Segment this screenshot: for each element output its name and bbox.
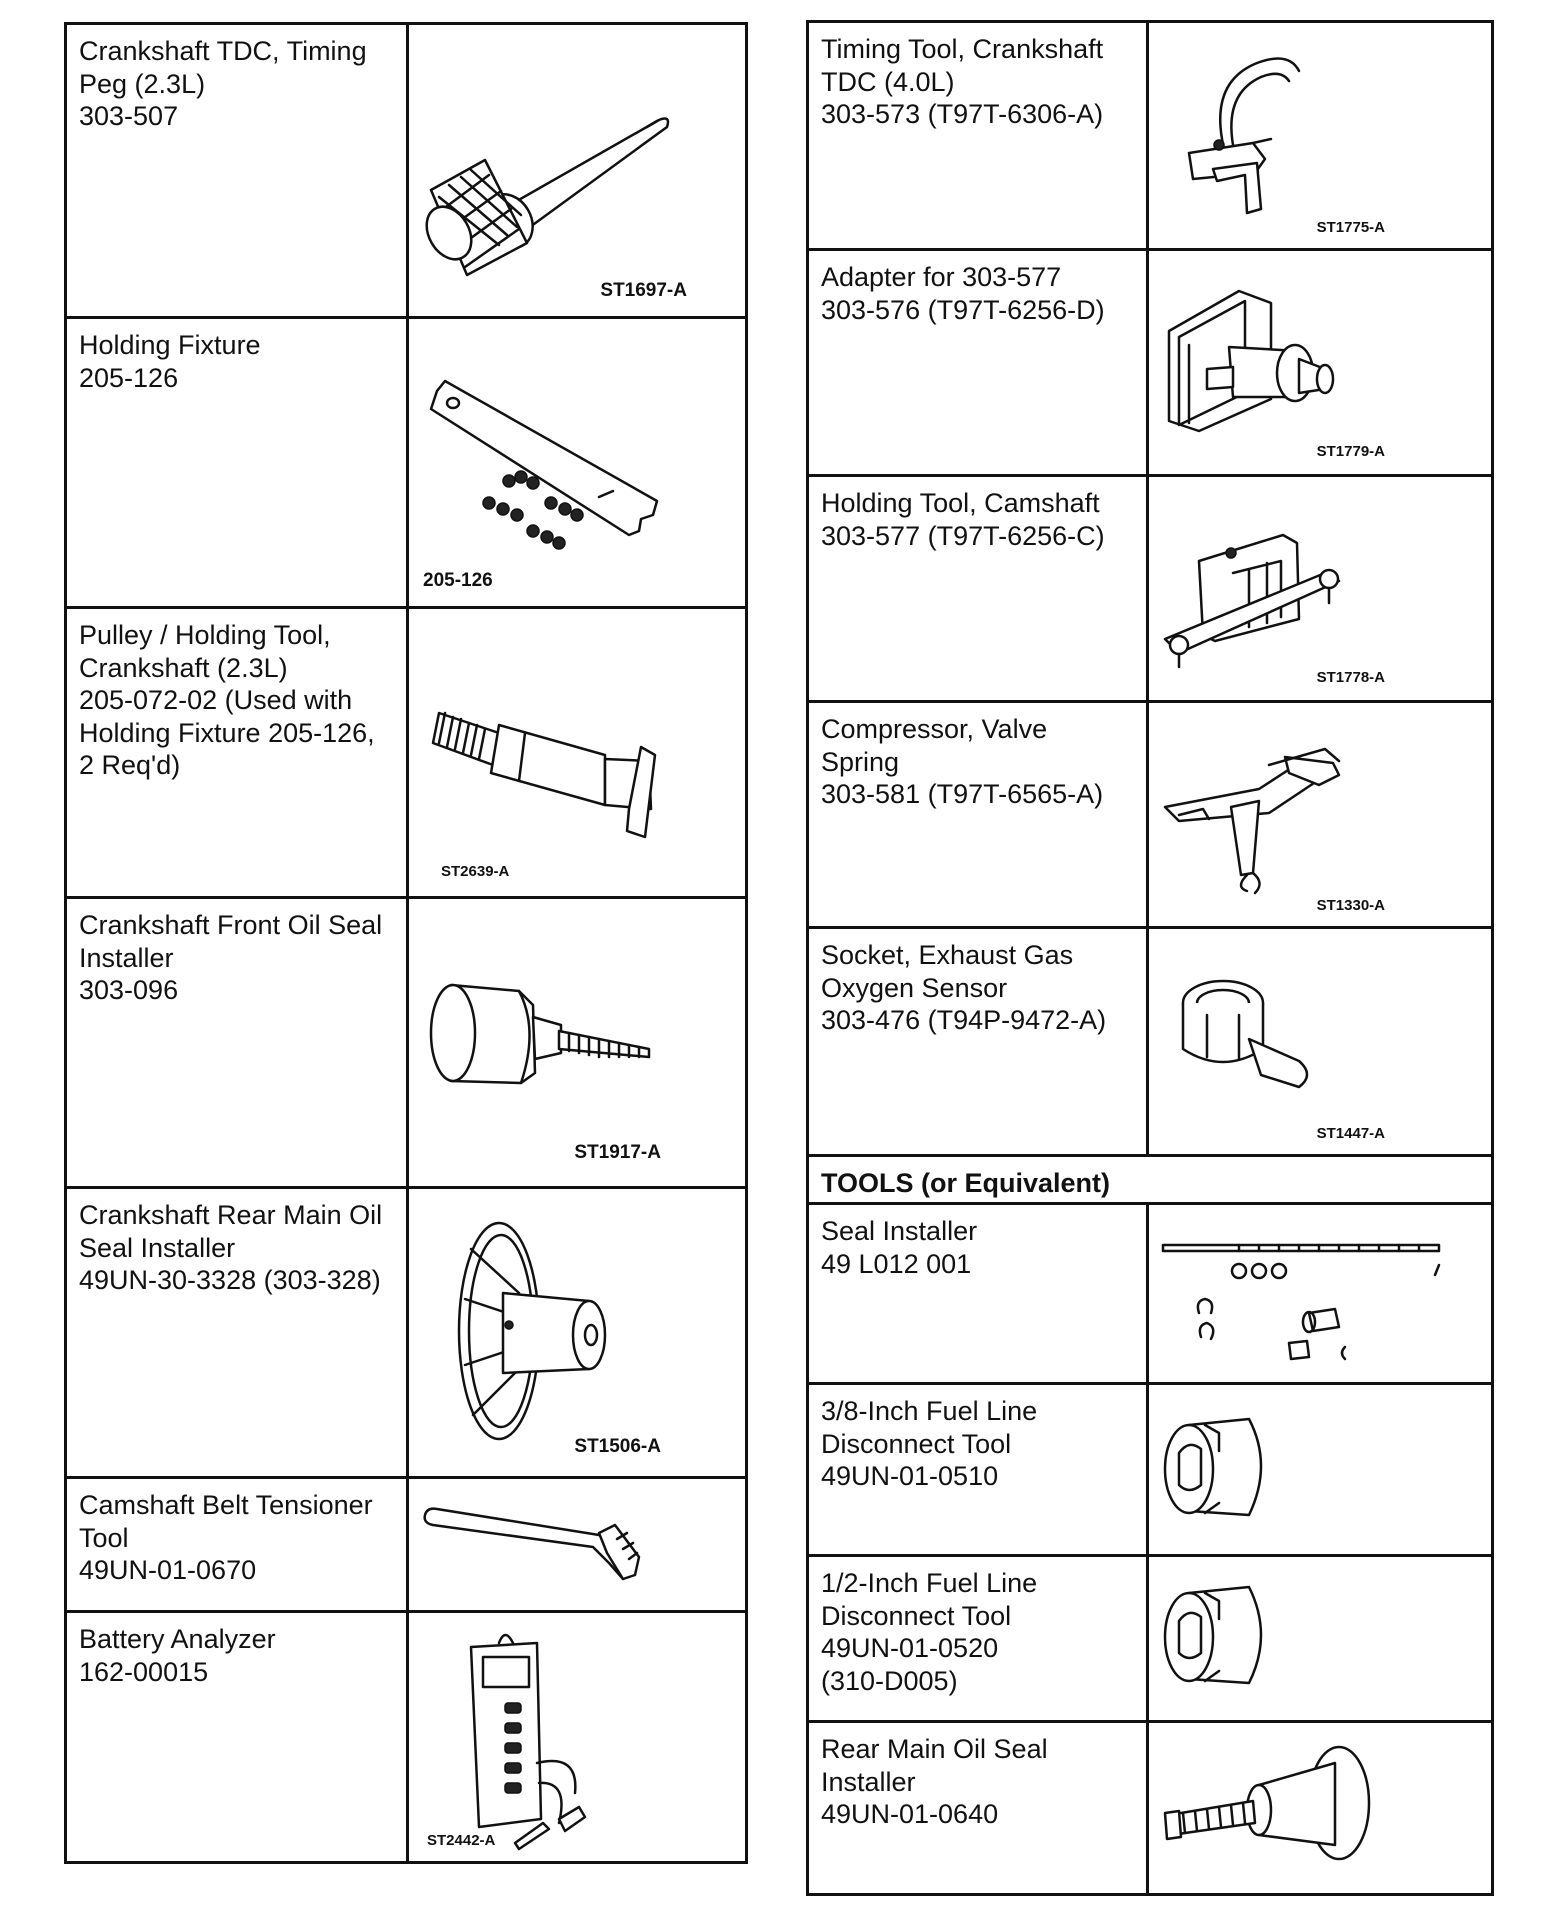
timing-tool-icon [1149, 23, 1491, 248]
tool-illustration [409, 1613, 745, 1861]
tool-illustration [409, 899, 745, 1186]
tool-illustration [409, 1479, 745, 1610]
tool-description: Holding Tool, Camshaft 303-577 (T97T-6256-C) [809, 477, 1149, 700]
tool-code: ST1917-A [574, 1142, 661, 1163]
pulley-holding-tool-icon [409, 609, 745, 896]
tool-illustration [1149, 1385, 1491, 1554]
tool-illustration [409, 609, 745, 896]
tool-description: Rear Main Oil Seal Installer 49UN-01-0640 [809, 1723, 1149, 1893]
tool-illustration [1149, 929, 1491, 1154]
belt-tensioner-tool-icon [409, 1479, 745, 1610]
tool-row-oxygen-sensor-socket [809, 929, 1491, 1157]
tool-row-timing-tool [809, 23, 1491, 251]
tool-code: 205-126 [423, 570, 493, 591]
tool-description: Crankshaft Front Oil Seal Installer 303-096 [67, 899, 409, 1186]
tool-description: Seal Installer 49 L012 001 [809, 1205, 1149, 1382]
tool-code: ST1330-A [1316, 897, 1385, 914]
tool-row-fuel-line-disconnect-1-2 [809, 1557, 1491, 1723]
tool-code: ST1447-A [1316, 1125, 1385, 1142]
tool-illustration [1149, 477, 1491, 700]
seal-installer-kit-icon [1149, 1205, 1491, 1382]
tool-row-seal-installer [809, 1205, 1491, 1385]
tool-illustration [1149, 703, 1491, 926]
tool-illustration [1149, 1723, 1491, 1893]
tool-description: 3/8-Inch Fuel Line Disconnect Tool 49UN-01-0510 [809, 1385, 1149, 1554]
tool-description: Timing Tool, Crankshaft TDC (4.0L) 303-573 (T97T-6306-A) [809, 23, 1149, 248]
tool-row-belt-tensioner-tool [67, 1479, 745, 1613]
fuel-line-disconnect-tool-icon [1149, 1385, 1491, 1554]
tool-code: ST1506-A [574, 1436, 661, 1457]
holding-fixture-icon [409, 319, 745, 606]
tool-row-fuel-line-disconnect-3-8 [809, 1385, 1491, 1557]
adapter-icon [1149, 251, 1491, 474]
tool-row-timing-peg [67, 25, 745, 319]
tool-illustration [409, 319, 745, 606]
battery-analyzer-icon [409, 1613, 745, 1861]
tool-illustration [409, 1189, 745, 1476]
valve-spring-compressor-icon [1149, 703, 1491, 926]
tool-description: Holding Fixture 205-126 [67, 319, 409, 606]
tool-description: Socket, Exhaust Gas Oxygen Sensor 303-476 (T94P-9472-A) [809, 929, 1149, 1154]
tool-code: ST1778-A [1316, 669, 1385, 686]
tool-description: Adapter for 303-577 303-576 (T97T-6256-D) [809, 251, 1149, 474]
tool-code: ST2442-A [427, 1832, 496, 1849]
rear-main-oil-seal-installer-icon [1149, 1723, 1491, 1893]
tool-description: Crankshaft Rear Main Oil Seal Installer 49UN-30-3328 (303-328) [67, 1189, 409, 1476]
rear-main-oil-seal-installer-icon [409, 1189, 745, 1476]
timing-peg-icon [409, 25, 745, 316]
tool-row-camshaft-holding-tool [809, 477, 1491, 703]
tool-code: ST1697-A [600, 280, 687, 301]
right-tool-table [806, 20, 1494, 1896]
section-header-row [809, 1157, 1491, 1205]
tool-row-rear-main-oil-seal-installer-2 [809, 1723, 1491, 1893]
tool-illustration [1149, 1557, 1491, 1720]
tool-illustration [1149, 1205, 1491, 1382]
tool-row-adapter [809, 251, 1491, 477]
tool-description: Compressor, Valve Spring 303-581 (T97T-6565-A) [809, 703, 1149, 926]
tool-illustration [1149, 251, 1491, 474]
tool-row-rear-main-oil-seal-installer [67, 1189, 745, 1479]
left-tool-table [64, 22, 748, 1864]
fuel-line-disconnect-tool-icon [1149, 1557, 1491, 1720]
tool-description: Crankshaft TDC, Timing Peg (2.3L) 303-507 [67, 25, 409, 316]
section-header: TOOLS (or Equivalent) [821, 1168, 1111, 1198]
tool-code: ST1775-A [1316, 219, 1385, 236]
tool-row-holding-fixture [67, 319, 745, 609]
tool-row-valve-spring-compressor [809, 703, 1491, 929]
camshaft-holding-tool-icon [1149, 477, 1491, 700]
tool-code: ST1779-A [1316, 443, 1385, 460]
tool-description: Camshaft Belt Tensioner Tool 49UN-01-0670 [67, 1479, 409, 1610]
tool-description: Pulley / Holding Tool, Crankshaft (2.3L) 205-072-02 (Used with Holding Fixture 205-126, 2 Req'd) [67, 609, 409, 896]
tool-code: ST2639-A [441, 863, 510, 880]
oxygen-sensor-socket-icon [1149, 929, 1491, 1154]
tool-illustration [409, 25, 745, 316]
tool-row-pulley-holding-tool [67, 609, 745, 899]
tool-illustration [1149, 23, 1491, 248]
tool-description: 1/2-Inch Fuel Line Disconnect Tool 49UN-01-0520 (310-D005) [809, 1557, 1149, 1720]
tool-description: Battery Analyzer 162-00015 [67, 1613, 409, 1861]
tool-row-battery-analyzer [67, 1613, 745, 1861]
tool-row-front-oil-seal-installer [67, 899, 745, 1189]
